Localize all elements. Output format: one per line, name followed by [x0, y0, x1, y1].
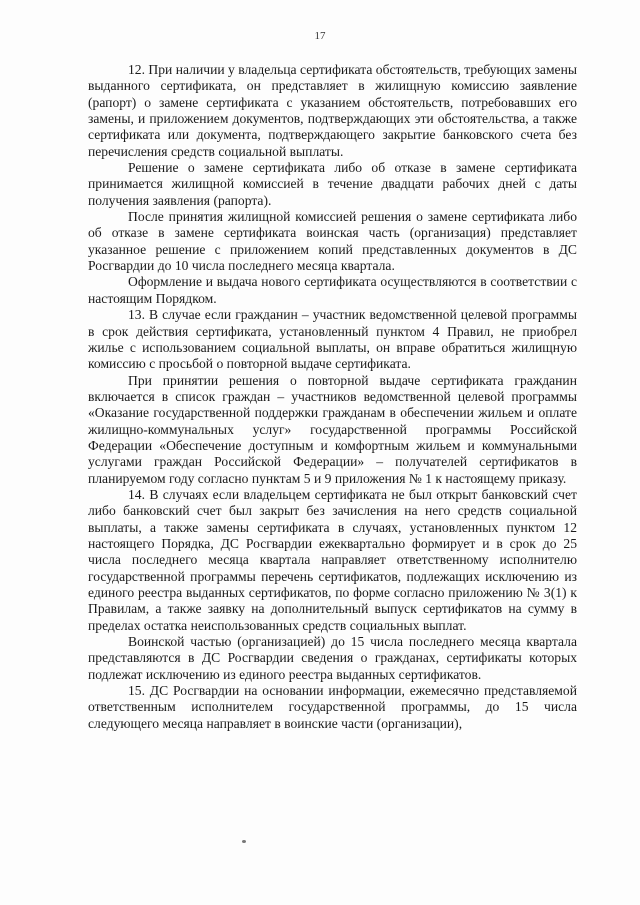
scan-speck [242, 840, 246, 843]
paragraph-12-decision: Решение о замене сертификата либо об отказе в замене сертификата принимается жилищной комиссией в течение двадцати рабочих дней с даты получения заявления (рапорта). [88, 160, 577, 208]
document-body [88, 62, 577, 732]
page-number: 17 [314, 30, 326, 42]
paragraph-12-intro: 12. При наличии у владельца сертификата обстоятельств, требующих замены выданного сертификата, он представляет в жилищную комиссию заявление (рапорт) о замене сертификата с указанием обстоятельств, потребовавших его замены, и приложением документов, подтверждающих эти обстоятельства, а также сертификата или документа, подтверждающего закрытие банковского счета без перечисления средств социальной выплаты. [88, 62, 577, 159]
paragraph-12-submission: После принятия жилищной комиссией решения о замене сертификата либо об отказе в замене сертификата воинская часть (организация) представляет указанное решение с приложением копий представленных документов в ДС Росгвардии до 10 числа последнего месяца квартала. [88, 209, 577, 274]
paragraph-12-issuance: Оформление и выдача нового сертификата осуществляются в соответствии с настоящим Порядком. [88, 274, 577, 306]
paragraph-15-intro: 15. ДС Росгвардии на основании информации, ежемесячно представляемой ответственным исполнителем государственной программы, до 15 числа следующего месяца направляет в воинские части (организации), [88, 683, 577, 731]
paragraph-14-unit-info: Воинской частью (организацией) до 15 числа последнего месяца квартала представляются в ДС Росгвардии сведения о гражданах, сертификаты которых подлежат исключению из единого реестра выданных сертификатов. [88, 634, 577, 682]
paragraph-14-intro: 14. В случаях если владельцем сертификата не был открыт банковский счет либо банковский счет был закрыт без зачисления на него средств социальной выплаты, а также замены сертификата в случаях, установленных пунктом 12 настоящего Порядка, ДС Росгвардии ежеквартально формирует и в срок до 25 числа последнего месяца квартала направляет ответственному исполнителю государственной программы перечень сертификатов, подлежащих исключению из единого реестра выданных сертификатов, по форме согласно приложению № 3(1) к Правилам, а также заявку на дополнительный выпуск сертификатов на сумму в пределах остатка неиспользованных средств социальных выплат. [88, 486, 577, 633]
paragraph-13-intro: 13. В случае если гражданин – участник ведомственной целевой программы в срок действия сертификата, установленный пунктом 4 Правил, не приобрел жилье с использованием социальной выплаты, он вправе обратиться жилищную комиссию с просьбой о повторной выдаче сертификата. [88, 307, 577, 372]
paragraph-13-reissue: При принятии решения о повторной выдаче сертификата гражданин включается в список граждан – участников ведомственной целевой программы «Оказание государственной поддержки гражданам в обеспечении жильем и оплате жилищно-коммунальных услуг» государственной программы Российской Федерации «Обеспечение доступным и комфортным жильем и коммунальными услугами граждан Российской Федерации» – получателей сертификатов в планируемом году согласно пунктам 5 и 9 приложения № 1 к настоящему приказу. [88, 372, 577, 486]
